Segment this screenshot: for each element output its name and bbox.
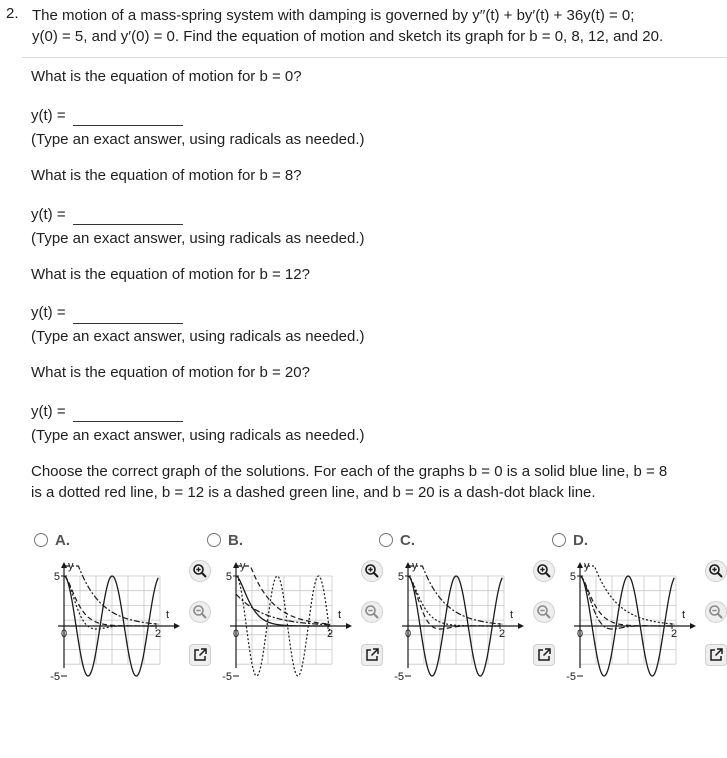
zoom-out-icon: [536, 604, 552, 620]
y-axis-arrow: [233, 562, 239, 568]
popout-icon: [708, 647, 724, 663]
y-axis-label: y: [240, 560, 246, 572]
question-number: 2.: [6, 5, 19, 22]
popout-icon: [536, 647, 552, 663]
grid: [64, 576, 160, 664]
radio-option-d[interactable]: [552, 533, 566, 547]
y-axis-label: y: [412, 560, 418, 572]
y-max-label: 5: [53, 571, 60, 583]
question-line-1: The motion of a mass-spring system with damping is governed by y′′(t) + by′(t) + 36y(t) = 0;: [32, 7, 635, 24]
answer-blank-b12[interactable]: [73, 323, 183, 324]
radio-option-c[interactable]: [379, 533, 393, 547]
zoom-in-button-b[interactable]: [361, 560, 383, 582]
option-d[interactable]: [552, 530, 588, 550]
answer-blank-b0[interactable]: [73, 125, 183, 126]
origin-label: 0: [232, 628, 240, 640]
question-text: [32, 5, 722, 47]
zoom-in-button-c[interactable]: [533, 560, 555, 582]
x-axis-arrow: [174, 623, 180, 629]
hint-b0: (Type an exact answer, using radicals as needed.): [31, 131, 365, 148]
zoom-in-icon: [364, 563, 380, 579]
popout-button-c[interactable]: [533, 644, 555, 666]
zoom-out-icon: [708, 604, 724, 620]
zoom-in-icon: [708, 563, 724, 579]
y-max-label: 5: [225, 571, 232, 583]
popout-icon: [364, 647, 380, 663]
hint-b12: (Type an exact answer, using radicals as needed.): [31, 328, 365, 345]
option-label-c: C.: [400, 531, 415, 549]
x-tick-label: 2: [498, 628, 506, 640]
origin-label: 0: [576, 628, 584, 640]
option-label-d: D.: [573, 531, 588, 549]
graph-option-d: [568, 556, 703, 681]
y-axis-arrow: [405, 562, 411, 568]
option-label-a: A.: [55, 531, 70, 549]
part-prompt-b8: What is the equation of motion for b = 8?: [31, 167, 302, 184]
zoom-in-button-a[interactable]: [189, 560, 211, 582]
x-axis-arrow: [518, 623, 524, 629]
answer-blank-b20[interactable]: [73, 421, 183, 422]
x-axis-arrow: [346, 623, 352, 629]
x-axis-label: t: [682, 609, 686, 621]
answer-label-b0: y(t) =: [31, 107, 66, 124]
answer-blank-b8[interactable]: [73, 224, 183, 225]
origin-label: 0: [60, 628, 68, 640]
y-axis-arrow: [61, 562, 67, 568]
divider: [22, 57, 727, 58]
x-tick-label: 2: [670, 628, 678, 640]
hint-b20: (Type an exact answer, using radicals as needed.): [31, 427, 365, 444]
graph-question-line-1: Choose the correct graph of the solutions. For each of the graphs b = 0 is a solid blue line, b = 8: [31, 463, 668, 480]
option-c[interactable]: [379, 530, 415, 550]
part-prompt-b0: What is the equation of motion for b = 0?: [31, 68, 302, 85]
y-axis-label: y: [584, 560, 590, 572]
answer-label-b8: y(t) =: [31, 206, 66, 223]
popout-button-b[interactable]: [361, 644, 383, 666]
option-label-b: B.: [228, 531, 243, 549]
graph-question: [31, 461, 721, 503]
x-axis-label: t: [510, 609, 514, 621]
option-b[interactable]: [207, 530, 243, 550]
answer-label-b12: y(t) =: [31, 304, 66, 321]
zoom-out-button-d[interactable]: [705, 601, 727, 623]
zoom-in-button-d[interactable]: [705, 560, 727, 582]
y-min-label: -5: [222, 671, 232, 683]
zoom-out-button-b[interactable]: [361, 601, 383, 623]
graph-svg-a: [50, 556, 187, 683]
graph-question-line-2: is a dotted red line, b = 12 is a dashed green line, and b = 20 is a dash-dot black line.: [31, 484, 596, 501]
radio-option-a[interactable]: [34, 533, 48, 547]
radio-option-b[interactable]: [207, 533, 221, 547]
zoom-out-icon: [192, 604, 208, 620]
x-axis-arrow: [690, 623, 696, 629]
y-min-label: -5: [50, 671, 60, 683]
part-prompt-b20: What is the equation of motion for b = 20?: [31, 364, 310, 381]
graph-option-c: [396, 556, 531, 681]
graph-svg-d: [566, 556, 703, 683]
graph-svg-c: [394, 556, 531, 683]
x-axis-label: t: [338, 609, 342, 621]
y-min-label: -5: [394, 671, 404, 683]
graph-option-a: [52, 556, 187, 681]
graph-svg-b: [222, 556, 359, 683]
grid: [580, 576, 676, 664]
y-max-label: 5: [569, 571, 576, 583]
option-a[interactable]: [34, 530, 70, 550]
part-prompt-b12: What is the equation of motion for b = 12?: [31, 266, 310, 283]
grid: [408, 576, 504, 664]
origin-label: 0: [404, 628, 412, 640]
hint-b8: (Type an exact answer, using radicals as needed.): [31, 230, 365, 247]
zoom-out-button-c[interactable]: [533, 601, 555, 623]
y-axis-label: y: [68, 560, 74, 572]
y-min-label: -5: [566, 671, 576, 683]
x-tick-label: 2: [326, 628, 334, 640]
question-line-2: y(0) = 5, and y′(0) = 0. Find the equation of motion and sketch its graph for b = 0, 8, 12, and 20.: [32, 28, 664, 45]
zoom-in-icon: [536, 563, 552, 579]
popout-icon: [192, 647, 208, 663]
x-tick-label: 2: [154, 628, 162, 640]
y-axis-arrow: [577, 562, 583, 568]
answer-label-b20: y(t) =: [31, 403, 66, 420]
zoom-out-button-a[interactable]: [189, 601, 211, 623]
x-axis-label: t: [166, 609, 170, 621]
popout-button-a[interactable]: [189, 644, 211, 666]
zoom-in-icon: [192, 563, 208, 579]
popout-button-d[interactable]: [705, 644, 727, 666]
grid: [236, 576, 332, 664]
y-max-label: 5: [397, 571, 404, 583]
graph-option-b: [224, 556, 359, 681]
zoom-out-icon: [364, 604, 380, 620]
